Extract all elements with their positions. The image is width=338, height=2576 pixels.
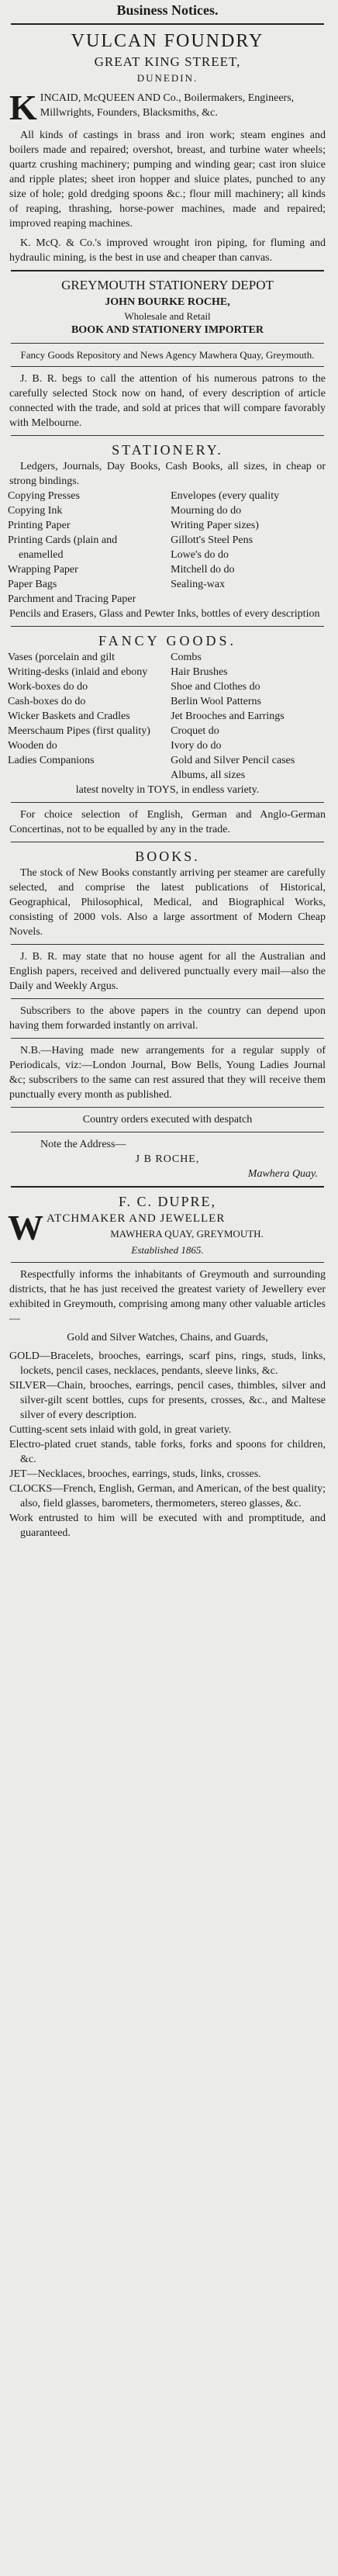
- list-item: Gold and Silver Pencil cases: [171, 755, 295, 766]
- divider: [11, 1262, 324, 1263]
- list-item: Mourning do do: [171, 505, 242, 517]
- vulcan-firm: INCAID, McQUEEN AND Co., Boilermakers, Engineers, Millwrights, Founders, Blacksmiths, &c.: [40, 92, 295, 119]
- divider: [11, 944, 324, 945]
- list-item: Shoe and Clothes do: [171, 681, 260, 693]
- divider: [11, 23, 324, 25]
- list-item: Writing Paper sizes): [171, 520, 259, 531]
- divider: [11, 343, 324, 344]
- dupre-established: Established 1865.: [131, 1244, 204, 1256]
- address-quay: Mawhera Quay.: [247, 1168, 318, 1180]
- list-item: Sealing-wax: [171, 579, 226, 590]
- dupre-ad: [8, 1192, 327, 1540]
- divider: [11, 1107, 324, 1108]
- dupre-intro: Respectfully informs the inhabitants of Greymouth and surrounding districts, that he has just received the greatest variety of Jewellery ever exhibited in Greymouth, comprising among many other valuable articles—: [9, 1269, 326, 1325]
- list-item: Ladies Companions: [8, 755, 95, 766]
- country-orders: Country orders executed with despatch: [82, 1114, 253, 1125]
- signature: J B ROCHE,: [135, 1153, 200, 1165]
- vulcan-foundry-ad: [8, 29, 327, 265]
- list-item: Croquet do: [171, 725, 219, 737]
- dupre-gold: GOLD—Bracelets, brooches, earrings, scarf pins, rings, studs, links, lockets, pencil cases, necklaces, pendants, sleeve links, &c.: [9, 1350, 326, 1377]
- vulcan-dropcap: K: [9, 88, 37, 127]
- dupre-works: Work entrusted to him will be executed with and promptitude, and guaranteed.: [9, 1513, 326, 1539]
- stationery-importer: BOOK AND STATIONERY IMPORTER: [71, 324, 264, 336]
- list-item: Vases (porcelain and gilt: [8, 652, 116, 663]
- divider: [11, 998, 324, 999]
- fancy-list-right: [171, 650, 327, 783]
- dupre-trade: ATCHMAKER AND JEWELLER: [47, 1212, 226, 1225]
- fancy-list-left: [8, 650, 164, 783]
- stationery-section-title: STATIONERY.: [112, 442, 223, 458]
- list-item: Printing Cards (plain and enamelled: [8, 534, 118, 561]
- stationery-list-right: [171, 489, 327, 607]
- list-item: Jet Brooches and Earrings: [171, 711, 285, 722]
- list-item: Printing Paper: [8, 520, 71, 531]
- list-item: Copying Ink: [8, 505, 63, 517]
- vulcan-body: All kinds of castings in brass and iron work; steam engines and boilers made and repaired; overshot, breast, and turbine water wheels; quartz crushing machinery; pumping and winding gear; cast iron sluice and ripple plates; sheet iron hopper and sluice plates, punched to any size of hole; gold dredging spoons &c.; flour mill machinery; all kinds of reaping, thrashing, horse-power machines, made and repaired; improved reaping machines.: [9, 130, 326, 230]
- divider: [11, 270, 324, 271]
- books-text: The stock of New Books constantly arriving per steamer are carefully selected, and comprise the latest publications of Historical, Geographical, Philosophical, Medical, and Biographical Works, consisting of 2000 vols. Also a large assortment of Modern Cheap Novels.: [9, 867, 326, 938]
- vulcan-piping: K. McQ. & Co.'s improved wrought iron piping, for fluming and hydraulic mining, is the best in use and cheaper than canvas.: [9, 237, 326, 264]
- divider: [11, 1186, 324, 1188]
- dupre-dropcap: W: [8, 1208, 43, 1247]
- divider: [11, 626, 324, 627]
- list-item: Writing-desks (inlaid and ebony: [8, 666, 148, 678]
- stationery-agency: Fancy Goods Repository and News Agency Mawhera Quay, Greymouth.: [20, 349, 315, 361]
- list-item: Hair Brushes: [171, 666, 228, 678]
- subscribers-text: Subscribers to the above papers in the country can depend upon having them forwarded instantly on arrival.: [9, 1005, 326, 1032]
- list-item: Copying Presses: [8, 490, 80, 502]
- nb-text: N.B.—Having made new arrangements for a regular supply of Periodicals, viz:—London Journal, Bow Bells, Young Ladies Journal &c; subscribers to the same can rest assured that they will receive them punctually every month as published.: [9, 1045, 326, 1101]
- divider: [11, 802, 324, 803]
- list-item: Combs: [171, 652, 202, 663]
- list-item: Parchment and Tracing Paper: [8, 593, 136, 605]
- stationery-list: [8, 489, 327, 607]
- dupre-clocks: CLOCKS—French, English, German, and American, of the best quality; also, field glasses, barometers, thermometers, stereo glasses, &c.: [9, 1483, 326, 1509]
- papers-text: J. B. R. may state that no house agent for all the Australian and English papers, received and delivered punctually every mail—also the Daily and Weekly Argus.: [9, 951, 326, 992]
- stationery-owner: JOHN BOURKE ROCHE,: [105, 296, 230, 308]
- divider: [11, 366, 324, 367]
- list-item: Mitchell do do: [171, 564, 235, 576]
- section-header: Business Notices.: [116, 2, 219, 18]
- vulcan-title: VULCAN FOUNDRY: [71, 31, 264, 51]
- list-item: Lowe's do do: [171, 549, 229, 561]
- stationery-title: GREYMOUTH STATIONERY DEPOT: [61, 278, 274, 292]
- dupre-silver: SILVER—Chain, brooches, earrings, pencil cases, thimbles, silver and silver-gilt scent bottles, cups for presents, crosses, &c., and Maltese silver of every description.: [9, 1380, 326, 1421]
- list-item: Wrapping Paper: [8, 564, 78, 576]
- stationery-intro: J. B. R. begs to call the attention of his numerous patrons to the carefully selected Stock now on hand, of every description of article connected with the trade, and sold at prices that will compare favorably with Melbourne.: [9, 373, 326, 429]
- list-item: Cash-boxes do do: [8, 696, 86, 707]
- list-item: Meerschaum Pipes (first quality): [8, 725, 150, 737]
- list-item: Paper Bags: [8, 579, 57, 590]
- fancy-goods-list: [8, 650, 327, 783]
- note-address: Note the Address—: [40, 1139, 126, 1150]
- list-item: Envelopes (every quality: [171, 490, 280, 502]
- stationery-list-left: [8, 489, 164, 607]
- list-item: Work-boxes do do: [8, 681, 88, 693]
- stationery-sub: Wholesale and Retail: [124, 310, 211, 322]
- dupre-electro: Electro-plated cruet stands, table forks, forks and spoons for children, &c.: [9, 1439, 326, 1465]
- list-item: Gillott's Steel Pens: [171, 534, 254, 546]
- vulcan-city: DUNEDIN.: [136, 72, 198, 84]
- list-item: Ivory do do: [171, 740, 222, 752]
- vulcan-firm-block: [9, 88, 326, 127]
- fancy-goods-title: FANCY GOODS.: [98, 633, 237, 648]
- list-item: Wooden do: [8, 740, 57, 752]
- stationery-end: Pencils and Erasers, Glass and Pewter Inks, bottles of every description: [9, 608, 320, 620]
- dupre-watches: Gold and Silver Watches, Chains, and Guards,: [67, 1332, 268, 1343]
- dupre-cut: Cutting-scent sets inlaid with gold, in great variety.: [9, 1424, 232, 1436]
- dupre-name: F. C. DUPRE,: [118, 1194, 217, 1209]
- books-title: BOOKS.: [135, 849, 200, 864]
- dupre-place: MAWHERA QUAY, GREYMOUTH.: [110, 1228, 264, 1240]
- stationery-section-intro: Ledgers, Journals, Day Books, Cash Books, all sizes, in cheap or strong bindings.: [9, 461, 326, 487]
- vulcan-street: GREAT KING STREET,: [94, 54, 241, 69]
- divider: [11, 1038, 324, 1039]
- list-item: Albums, all sizes: [171, 769, 246, 781]
- dupre-jet: JET—Necklaces, brooches, earrings, studs, links, crosses.: [9, 1468, 261, 1480]
- toys-line: latest novelty in TOYS, in endless variety.: [75, 784, 260, 796]
- dupre-trade-block: [8, 1208, 327, 1247]
- list-item: Wicker Baskets and Cradles: [8, 711, 130, 722]
- concertina-text: For choice selection of English, German and Anglo-German Concertinas, not to be equalled by any in the trade.: [9, 809, 326, 835]
- stationery-depot-ad: [8, 276, 327, 1181]
- divider: [11, 435, 324, 436]
- list-item: Berlin Wool Patterns: [171, 696, 261, 707]
